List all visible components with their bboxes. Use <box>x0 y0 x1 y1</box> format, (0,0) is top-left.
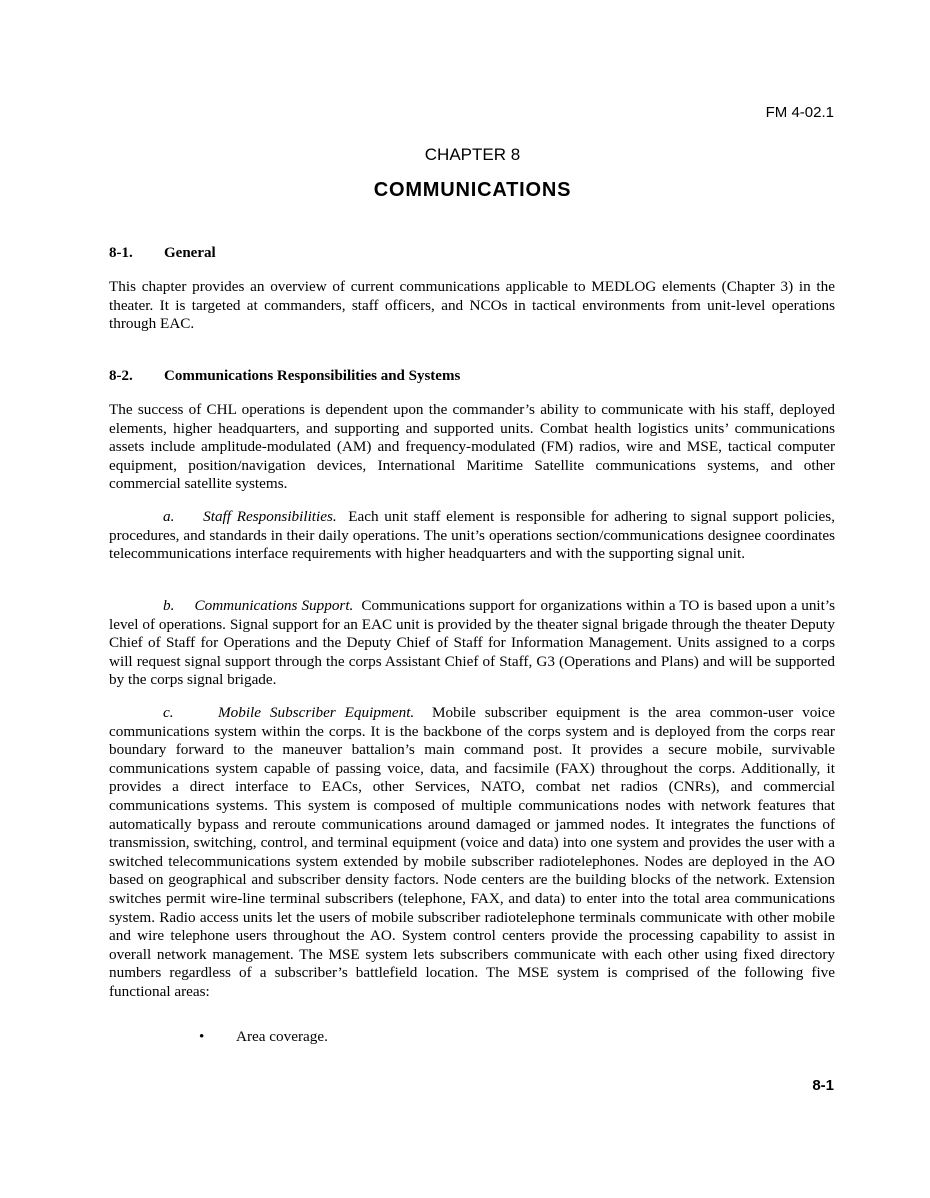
section-heading-responsibilities <box>109 367 460 386</box>
subparagraph-letter: a. <box>163 508 175 525</box>
chapter-label: CHAPTER 8 <box>424 145 521 164</box>
bullet-text: Area coverage. <box>236 1028 328 1045</box>
page-number: 8-1 <box>812 1077 834 1094</box>
bullet-dot-icon: • <box>199 1028 205 1045</box>
subparagraph-title: Communications Support. <box>194 597 354 614</box>
section-number: 8-2. <box>109 368 133 384</box>
subparagraph-text: Mobile subscriber equipment is the area common-user voice communications system within the corps. It is the backbone of the corps system and is deployed from the corps rear boundary forward to the maneuver battalion’s main command post. It provides a secure mobile, survivable communications system capable of passing voice, data, and facsimile (FAX) throughout the corps. Additionally, it provides a direct interface to EACs, other Services, NATO, combat net radios (CNRs), and commercial communications systems. This system is composed of multiple communications nodes with network features that automatically bypass and reroute communications around damaged or jammed nodes. It integrates the functions of transmission, switching, control, and terminal equipment (voice and data) into one system and provides the user with a switched telecommunications system extended by mobile subscriber radiotelephones. Nodes are deployed in the AO based on geographical and subscriber density factors. Node centers are the building blocks of the network. Extension switches permit wire-line terminal subscribers (telephone, FAX, and data) to enter into the total area communications system. Radio access units let the users of mobile subscriber radiotelephone terminals communicate with other mobile and wire telephone users throughout the AO. System control centers provide the processing capability to assist in overall network management. The MSE system lets subscribers communicate with each other using fixed directory numbers regardless of a subscriber’s battlefield location. The MSE system is comprised of the following five functional areas: <box>109 704 835 1000</box>
paragraph-general: This chapter provides an overview of current communications applicable to MEDLOG elements (Chapter 3) in the theater. It is targeted at commanders, staff officers, and NCOs in tactical environments from unit-level operations through EAC. <box>109 278 835 333</box>
section-number: 8-1. <box>109 245 133 261</box>
chapter-title: COMMUNICATIONS <box>373 179 572 201</box>
subparagraph-letter: b. <box>163 597 175 614</box>
subparagraph-letter: c. <box>163 704 174 721</box>
bullet-item <box>199 1028 328 1047</box>
subparagraph-title: Mobile Subscriber Equipment. <box>218 704 415 721</box>
paragraph-mobile-subscriber-equipment <box>109 704 835 1002</box>
subparagraph-title: Staff Responsibilities. <box>203 508 337 525</box>
paragraph-responsibilities: The success of CHL operations is dependent upon the commander’s ability to communicate with his staff, deployed elements, higher headquarters, and supporting and supported units. Combat health logistics units’ communications assets include amplitude-modulated (AM) and frequency-modulated (FM) radios, wire and MSE, tactical computer equipment, position/navigation devices, International Maritime Satellite communications systems, and other commercial satellite systems. <box>109 401 835 493</box>
subparagraph-text: Each unit staff element is responsible for adhering to signal support policies, procedures, and standards in their daily operations. The unit’s operations section/communications designee coordinates telecommunications interface requirements with higher headquarters and with the supporting signal unit. <box>109 508 836 563</box>
section-heading-general <box>109 244 216 263</box>
section-title: Communications Responsibilities and Systems <box>164 368 461 384</box>
document-id: FM 4-02.1 <box>765 104 834 121</box>
section-title: General <box>164 245 216 261</box>
paragraph-communications-support <box>109 597 835 690</box>
subparagraph-text: Communications support for organizations within a TO is based upon a unit’s level of operations. Signal support for an EAC unit is provided by the theater signal brigade through the theater Deputy Chief of Staff for Operations and the Deputy Chief of Staff for Information Management. Units assigned to a corps will request signal support through the corps Assistant Chief of Staff, G3 (Operations and Plans) and will be supported by the corps signal brigade. <box>109 597 836 689</box>
paragraph-staff-responsibilities <box>109 508 835 564</box>
